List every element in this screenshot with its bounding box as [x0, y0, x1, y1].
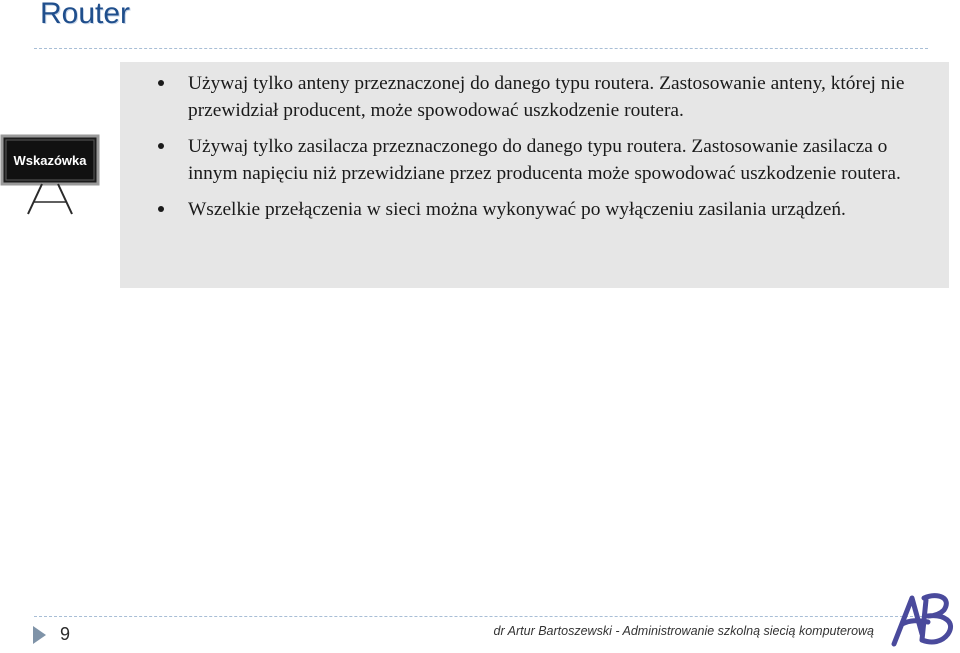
footer-credit: dr Artur Bartoszewski - Administrowanie szkolną siecią komputerową — [493, 624, 874, 638]
tip-item — [158, 133, 919, 187]
page-number: 9 — [60, 624, 71, 644]
tip-icon-label: Wskazówka — [13, 153, 87, 168]
tip-item — [158, 196, 919, 223]
tips-list — [158, 70, 919, 223]
footer-divider — [34, 616, 928, 617]
tip-text: Używaj tylko anteny przeznaczonej do danego typu routera. Zastosowanie anteny, której nie przewidział producent, może spowodować uszkodzenie routera. — [188, 73, 905, 121]
tip-text: Wszelkie przełączenia w sieci można wykonywać po wyłączeniu zasilania urządzeń. — [188, 199, 846, 220]
slide-title: Router — [40, 0, 131, 30]
bullet-icon — [158, 80, 164, 86]
ab-logo — [888, 590, 958, 650]
chalkboard-icon — [0, 134, 102, 218]
bullet-icon — [158, 143, 164, 149]
tips-panel — [120, 62, 949, 288]
bullet-icon — [158, 206, 164, 212]
tip-text: Używaj tylko zasilacza przeznaczonego do danego typu routera. Zastosowanie zasilacza o innym napięciu niż przewidziane przez producenta może spowodować uszkodzenie routera. — [188, 136, 901, 184]
title-divider — [34, 48, 928, 49]
tip-item — [158, 70, 919, 124]
page-arrow-icon — [33, 626, 46, 644]
